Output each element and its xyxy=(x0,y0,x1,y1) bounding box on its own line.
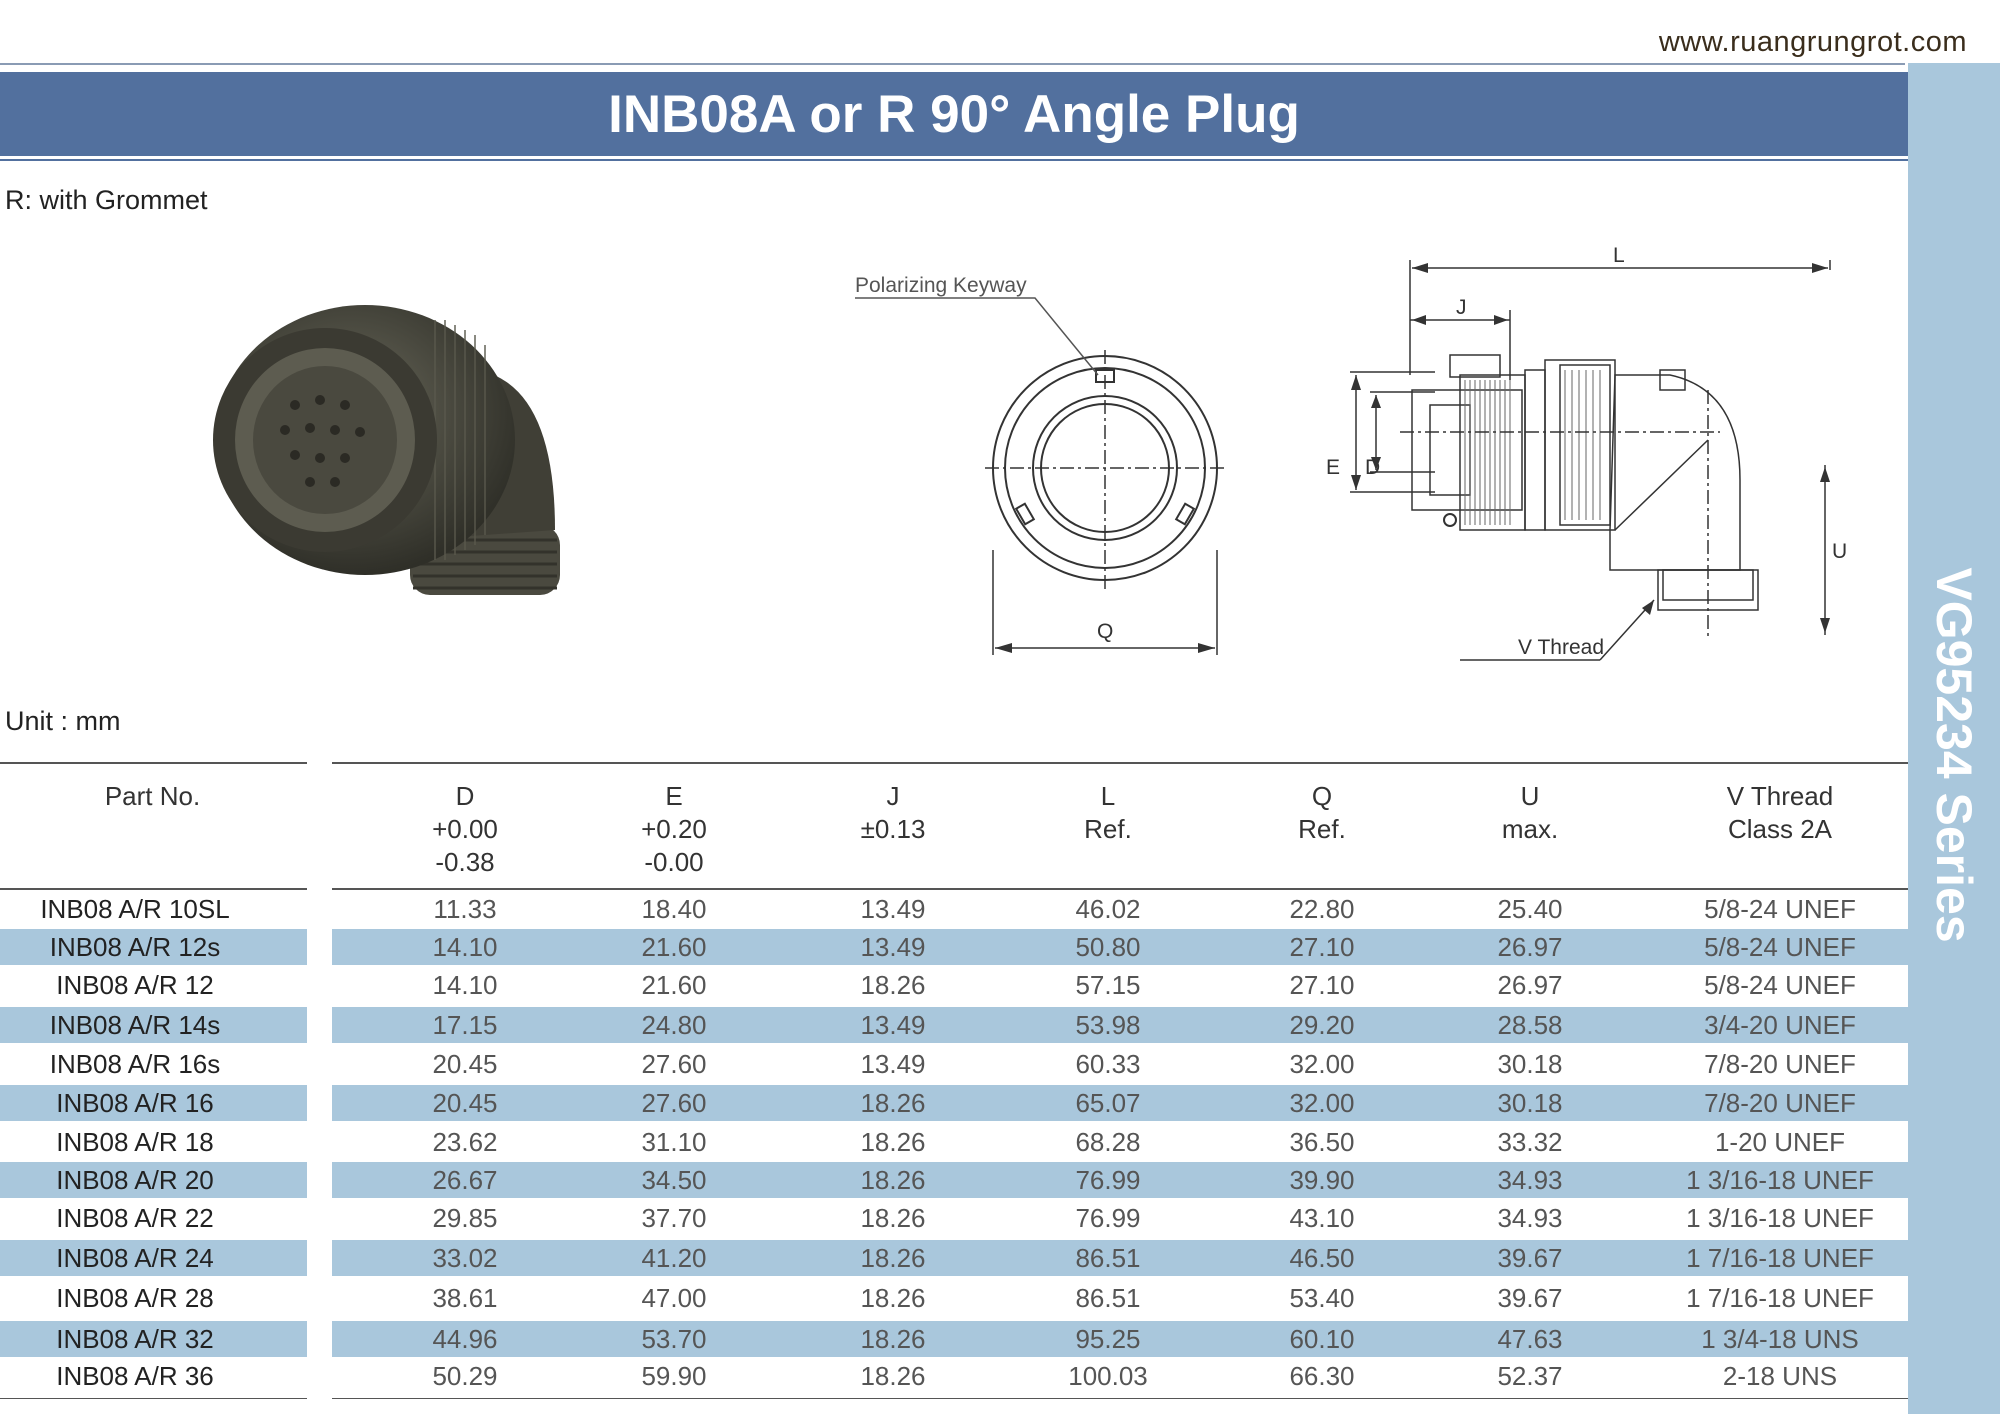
value-cell: 26.97 xyxy=(1497,932,1563,962)
value-cell: 86.51 xyxy=(1075,1243,1141,1273)
value-cell: 53.40 xyxy=(1289,1283,1355,1313)
table-row xyxy=(0,929,1908,965)
value-cell: 1 3/16-18 UNEF xyxy=(1686,1203,1874,1233)
header-top-rule-left xyxy=(0,762,307,764)
series-label: VG95234 Series xyxy=(1926,567,1982,943)
value-cell: 86.51 xyxy=(1075,1283,1141,1313)
header-d xyxy=(385,780,545,879)
header-line: -0.00 xyxy=(644,847,704,877)
table-row xyxy=(0,1200,1908,1236)
connector-photo xyxy=(185,290,605,620)
value-cell: 18.26 xyxy=(860,1243,926,1273)
d-label: D xyxy=(1365,456,1381,479)
value-cell: 52.37 xyxy=(1497,1361,1563,1391)
value-cell: 31.10 xyxy=(641,1127,707,1157)
value-cell: 24.80 xyxy=(641,1010,707,1040)
v-thread-label: V Thread xyxy=(1518,636,1604,659)
value-cell: 1 7/16-18 UNEF xyxy=(1686,1243,1874,1273)
header-line: U xyxy=(1520,781,1540,811)
value-cell: 28.58 xyxy=(1497,1010,1563,1040)
value-cell: 1-20 UNEF xyxy=(1714,1127,1846,1157)
value-cell: 5/8-24 UNEF xyxy=(1704,894,1856,924)
value-cell: 5/8-24 UNEF xyxy=(1704,970,1856,1000)
header-line: V Thread xyxy=(1726,781,1834,811)
part-number-cell: INB08 A/R 10SL xyxy=(40,894,230,924)
value-cell: 18.26 xyxy=(860,1165,926,1195)
value-cell: 33.32 xyxy=(1497,1127,1563,1157)
value-cell: 76.99 xyxy=(1075,1203,1141,1233)
value-cell: 44.96 xyxy=(432,1324,498,1354)
value-cell: 30.18 xyxy=(1497,1088,1563,1118)
value-cell: 76.99 xyxy=(1075,1165,1141,1195)
value-cell: 65.07 xyxy=(1075,1088,1141,1118)
value-cell: 13.49 xyxy=(860,1010,926,1040)
value-cell: 32.00 xyxy=(1289,1088,1355,1118)
header-line: +0.00 xyxy=(432,814,498,844)
part-number-cell: INB08 A/R 16s xyxy=(49,1049,221,1079)
header-q xyxy=(1242,780,1402,846)
header-line: D xyxy=(455,781,475,811)
top-rule xyxy=(0,63,1905,65)
table-row xyxy=(0,1321,1908,1357)
value-cell: 18.26 xyxy=(860,1283,926,1313)
value-cell: 23.62 xyxy=(432,1127,498,1157)
part-number-cell: INB08 A/R 14s xyxy=(49,1010,221,1040)
value-cell: 66.30 xyxy=(1289,1361,1355,1391)
value-cell: 46.50 xyxy=(1289,1243,1355,1273)
value-cell: 13.49 xyxy=(860,894,926,924)
part-number-cell: INB08 A/R 12s xyxy=(49,932,221,962)
table-row xyxy=(0,1240,1908,1276)
header-line: +0.20 xyxy=(641,814,707,844)
j-label: J xyxy=(1456,296,1467,319)
value-cell: 1 3/4-18 UNS xyxy=(1701,1324,1859,1354)
table-row xyxy=(0,1358,1908,1394)
value-cell: 21.60 xyxy=(641,970,707,1000)
value-cell: 18.26 xyxy=(860,970,926,1000)
part-number-cell: INB08 A/R 12 xyxy=(56,970,214,1000)
value-cell: 59.90 xyxy=(641,1361,707,1391)
header-line: Part No. xyxy=(104,781,201,811)
table-row xyxy=(0,967,1908,1003)
value-cell: 7/8-20 UNEF xyxy=(1704,1088,1856,1118)
front-view-drawing xyxy=(840,260,1260,670)
value-cell: 50.29 xyxy=(432,1361,498,1391)
e-label: E xyxy=(1326,456,1341,479)
header-line: ±0.13 xyxy=(860,814,926,844)
value-cell: 2-18 UNS xyxy=(1722,1361,1838,1391)
value-cell: 22.80 xyxy=(1289,894,1355,924)
value-cell: 11.33 xyxy=(433,894,497,924)
table-row xyxy=(0,1280,1908,1316)
website-url[interactable]: www.ruangrungrot.com xyxy=(1658,26,1967,58)
value-cell: 53.70 xyxy=(641,1324,707,1354)
header-line: Q xyxy=(1311,781,1333,811)
header-line: Ref. xyxy=(1084,814,1132,844)
value-cell: 26.97 xyxy=(1497,970,1563,1000)
value-cell: 27.60 xyxy=(641,1088,707,1118)
header-bottom-rule-right xyxy=(332,888,1908,890)
value-cell: 34.50 xyxy=(641,1165,707,1195)
table-bottom-rule-left xyxy=(0,1398,307,1399)
table-bottom-rule-right xyxy=(332,1398,1908,1399)
value-cell: 18.26 xyxy=(860,1127,926,1157)
table-row xyxy=(0,1162,1908,1198)
value-cell: 41.20 xyxy=(641,1243,707,1273)
table-row xyxy=(0,1124,1908,1160)
value-cell: 60.10 xyxy=(1289,1324,1355,1354)
value-cell: 1 7/16-18 UNEF xyxy=(1686,1283,1874,1313)
value-cell: 14.10 xyxy=(432,932,498,962)
part-number-cell: INB08 A/R 20 xyxy=(56,1165,214,1195)
value-cell: 46.02 xyxy=(1075,894,1141,924)
header-part-no xyxy=(40,780,265,813)
value-cell: 1 3/16-18 UNEF xyxy=(1686,1165,1874,1195)
header-line: Ref. xyxy=(1298,814,1346,844)
keyway-label: Polarizing Keyway xyxy=(855,274,1027,297)
value-cell: 18.26 xyxy=(860,1324,926,1354)
part-number-cell: INB08 A/R 16 xyxy=(56,1088,214,1118)
part-number-cell: INB08 A/R 18 xyxy=(56,1127,214,1157)
value-cell: 3/4-20 UNEF xyxy=(1704,1010,1856,1040)
header-l xyxy=(1028,780,1188,846)
part-number-cell: INB08 A/R 24 xyxy=(56,1243,214,1273)
value-cell: 13.49 xyxy=(860,932,926,962)
header-line: J xyxy=(886,781,900,811)
value-cell: 26.67 xyxy=(432,1165,498,1195)
value-cell: 36.50 xyxy=(1289,1127,1355,1157)
value-cell: 100.03 xyxy=(1068,1361,1148,1391)
value-cell: 33.02 xyxy=(432,1243,498,1273)
value-cell: 37.70 xyxy=(641,1203,707,1233)
value-cell: 18.26 xyxy=(860,1203,926,1233)
value-cell: 18.26 xyxy=(860,1361,926,1391)
value-cell: 17.15 xyxy=(432,1010,498,1040)
value-cell: 60.33 xyxy=(1075,1049,1141,1079)
value-cell: 18.26 xyxy=(860,1088,926,1118)
page-title: INB08A or R 90° Angle Plug xyxy=(608,84,1300,144)
value-cell: 27.60 xyxy=(641,1049,707,1079)
header-line: L xyxy=(1100,781,1116,811)
value-cell: 5/8-24 UNEF xyxy=(1704,932,1856,962)
value-cell: 43.10 xyxy=(1289,1203,1355,1233)
header-line: -0.38 xyxy=(435,847,495,877)
table-row xyxy=(0,1046,1908,1082)
value-cell: 27.10 xyxy=(1289,970,1355,1000)
unit-label: Unit : mm xyxy=(5,706,121,736)
part-number-cell: INB08 A/R 36 xyxy=(56,1361,214,1391)
value-cell: 7/8-20 UNEF xyxy=(1704,1049,1856,1079)
value-cell: 14.10 xyxy=(432,970,498,1000)
value-cell: 27.10 xyxy=(1289,932,1355,962)
part-number-cell: INB08 A/R 32 xyxy=(56,1324,214,1354)
value-cell: 68.28 xyxy=(1075,1127,1141,1157)
l-label: L xyxy=(1613,244,1625,267)
header-j xyxy=(813,780,973,846)
value-cell: 50.80 xyxy=(1075,932,1141,962)
value-cell: 39.67 xyxy=(1497,1243,1563,1273)
value-cell: 29.20 xyxy=(1289,1010,1355,1040)
value-cell: 32.00 xyxy=(1289,1049,1355,1079)
value-cell: 18.40 xyxy=(641,894,707,924)
value-cell: 38.61 xyxy=(432,1283,498,1313)
value-cell: 57.15 xyxy=(1075,970,1141,1000)
header-line: max. xyxy=(1501,814,1559,844)
header-line: E xyxy=(665,781,683,811)
value-cell: 47.63 xyxy=(1497,1324,1563,1354)
value-cell: 39.67 xyxy=(1497,1283,1563,1313)
header-top-rule-right xyxy=(332,762,1908,764)
title-rule xyxy=(0,159,1908,161)
title-bar xyxy=(0,72,1908,156)
u-label: U xyxy=(1832,540,1848,563)
value-cell: 25.40 xyxy=(1497,894,1563,924)
value-cell: 34.93 xyxy=(1497,1203,1563,1233)
header-bottom-rule-left xyxy=(0,888,307,890)
value-cell: 20.45 xyxy=(432,1088,498,1118)
header-line: Class 2A xyxy=(1727,814,1833,844)
header-e xyxy=(594,780,754,879)
part-number-cell: INB08 A/R 22 xyxy=(56,1203,214,1233)
q-label: Q xyxy=(1097,620,1114,643)
value-cell: 53.98 xyxy=(1075,1010,1141,1040)
header-v-thread xyxy=(1640,780,1920,846)
value-cell: 34.93 xyxy=(1497,1165,1563,1195)
value-cell: 21.60 xyxy=(641,932,707,962)
part-number-cell: INB08 A/R 28 xyxy=(56,1283,214,1313)
header-u xyxy=(1450,780,1610,846)
value-cell: 29.85 xyxy=(432,1203,498,1233)
value-cell: 30.18 xyxy=(1497,1049,1563,1079)
table-row xyxy=(0,891,1908,927)
table-row xyxy=(0,1085,1908,1121)
table-row xyxy=(0,1007,1908,1043)
side-view-drawing xyxy=(1320,240,1900,680)
value-cell: 20.45 xyxy=(432,1049,498,1079)
grommet-note: R: with Grommet xyxy=(5,185,208,215)
value-cell: 95.25 xyxy=(1075,1324,1141,1354)
value-cell: 13.49 xyxy=(860,1049,926,1079)
value-cell: 39.90 xyxy=(1289,1165,1355,1195)
value-cell: 47.00 xyxy=(641,1283,707,1313)
